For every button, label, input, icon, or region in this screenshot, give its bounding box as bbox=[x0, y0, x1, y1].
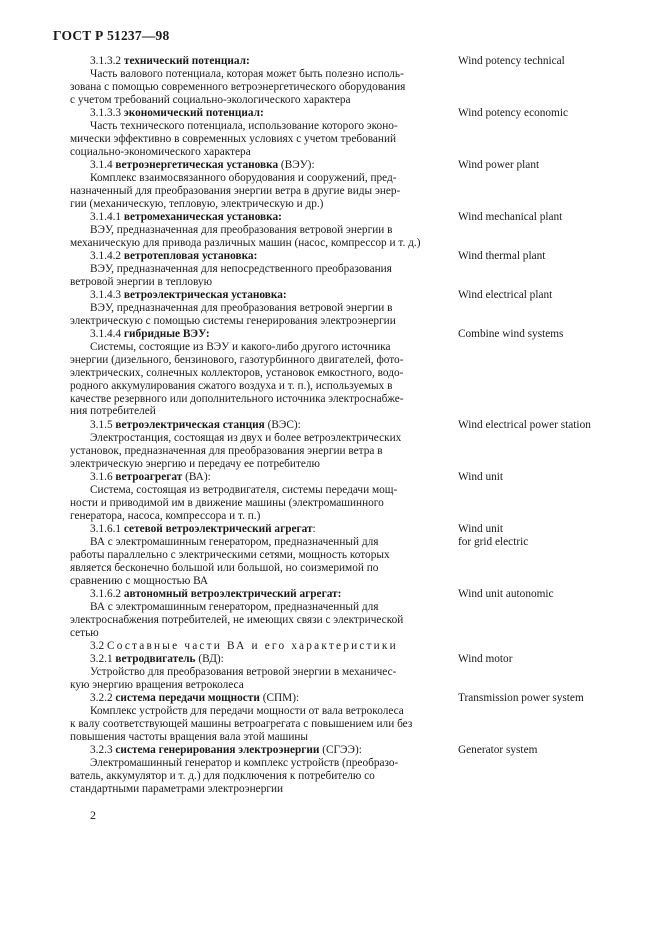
section-heading bbox=[90, 640, 435, 653]
term-number: 3.1.3.3 bbox=[90, 107, 122, 119]
term-heading bbox=[90, 289, 435, 302]
definition-line: является бесконечно большой или большой, но соизмеримой по bbox=[70, 561, 379, 574]
english-term: Wind power plant bbox=[458, 159, 540, 171]
english-equivalent bbox=[458, 55, 658, 68]
section-title: Составные части ВА и его характеристики bbox=[106, 640, 398, 652]
term-heading bbox=[90, 107, 435, 120]
english-term: Wind unit autonomic bbox=[458, 588, 554, 600]
definition-line: ВЭУ, предназначенная для преобразования ветровой энергии в bbox=[90, 223, 393, 236]
term-name: сетевой ветроэлектрический агрегат bbox=[123, 523, 313, 535]
definition-line: стандартными параметрами электроэнергии bbox=[70, 782, 284, 795]
term-number: 3.1.4.1 bbox=[90, 211, 122, 223]
english-term: Combine wind systems bbox=[458, 328, 564, 340]
definition-line: Устройство для преобразования ветровой энергии в механичес- bbox=[90, 665, 397, 678]
definition-line: гии (механическую, тепловую, электрическую и др.) bbox=[70, 197, 324, 210]
term-name: ветродвигатель bbox=[115, 653, 196, 665]
english-equivalent bbox=[458, 653, 658, 666]
term-number: 3.1.6.1 bbox=[90, 523, 122, 535]
definition-line: генератора, насоса, компрессора и т. п.) bbox=[70, 509, 261, 522]
term-entry-e7 bbox=[70, 328, 435, 418]
term-entry-e6 bbox=[70, 289, 435, 328]
definition-line: Система, состоящая из ветродвигателя, системы передачи мощ- bbox=[90, 483, 398, 496]
term-number: 3.2.3 bbox=[90, 744, 113, 756]
term-heading bbox=[90, 653, 435, 666]
term-entry-e4 bbox=[70, 211, 435, 250]
term-heading bbox=[90, 55, 435, 68]
term-name: ветроэлектрическая установка: bbox=[123, 289, 287, 301]
english-term: Wind potency technical bbox=[458, 55, 565, 67]
term-entry-e3 bbox=[70, 159, 435, 211]
definition-line: энергии (дизельного, бензинового, газотурбинного двигателей, фото- bbox=[70, 353, 404, 366]
definition-line: ватель, аккумулятор и т. д.) для подключения к потребителю со bbox=[70, 769, 375, 782]
term-entry-e15 bbox=[70, 744, 435, 796]
definition-line: электроснабжения потребителей, не имеющих связи с электрической bbox=[70, 613, 404, 626]
definition-line: ВЭУ, предназначенная для преобразования ветровой энергии в bbox=[90, 301, 393, 314]
english-term: Wind electrical power station bbox=[458, 419, 591, 431]
term-entry-e14 bbox=[70, 692, 435, 744]
term-name: ветроэнергетическая установка bbox=[115, 159, 279, 171]
term-entry-e13 bbox=[70, 653, 435, 692]
term-number: 3.1.4 bbox=[90, 159, 113, 171]
definition-line: Электромашинный генератор и комплекс устройств (преобразо- bbox=[90, 756, 399, 769]
definition-line: ния потребителей bbox=[70, 405, 156, 418]
definition-line: сравнению с мощностью ВА bbox=[70, 574, 209, 587]
definition-line: назначенный для преобразования энергии ветра в другие виды энер- bbox=[70, 184, 401, 197]
term-heading bbox=[90, 471, 435, 484]
term-suffix: (ВЭС): bbox=[264, 419, 301, 431]
section-number: 3.2 bbox=[90, 640, 105, 652]
english-equivalent bbox=[458, 159, 658, 172]
term-entry-e1 bbox=[70, 55, 435, 107]
term-heading bbox=[90, 419, 435, 432]
english-equivalent bbox=[458, 419, 658, 432]
definition-line: ВЭУ, предназначенная для непосредственного преобразования bbox=[90, 262, 392, 275]
english-term: Wind electrical plant bbox=[458, 289, 553, 301]
term-number: 3.1.3.2 bbox=[90, 55, 122, 67]
term-number: 3.2.1 bbox=[90, 653, 113, 665]
term-name: гибридные ВЭУ: bbox=[123, 328, 210, 340]
definition-line: ности и приводимой им в движение машины (электромашинного bbox=[70, 496, 384, 509]
english-term: Transmission power system bbox=[458, 692, 584, 704]
definition-line: к валу соответствующей машины ветроагрегата с повышением или без bbox=[70, 717, 413, 730]
definition-line: Часть валового потенциала, которая может быть полезно исполь- bbox=[90, 67, 404, 80]
english-term: Wind mechanical plant bbox=[458, 211, 563, 223]
definition-line: Часть технического потенциала, использование которого эконо- bbox=[90, 119, 398, 132]
definition-line: повышения частоты вращения вала этой машины bbox=[70, 730, 309, 743]
definition-line: Системы, состоящие из ВЭУ и какого-либо другого источника bbox=[90, 340, 391, 353]
definition-line: зована с помощью современного ветроэнергетического оборудования bbox=[70, 80, 406, 93]
term-number: 3.1.6 bbox=[90, 471, 113, 483]
term-heading bbox=[90, 523, 435, 536]
definition-line: установок, предназначенная для преобразования энергии ветра в bbox=[70, 444, 383, 457]
term-entry-e5 bbox=[70, 250, 435, 289]
definition-line: кую энергию вращения ветроколеса bbox=[70, 678, 244, 691]
definition-line: социально-экономического характера bbox=[70, 145, 251, 158]
english-equivalent bbox=[458, 523, 658, 549]
term-heading bbox=[90, 744, 435, 757]
definition-line: Комплекс устройств для передачи мощности от вала ветроколеса bbox=[90, 704, 404, 717]
english-term: Wind potency economic bbox=[458, 107, 568, 119]
term-suffix: : bbox=[312, 523, 316, 535]
term-entry-e2 bbox=[70, 107, 435, 159]
term-heading bbox=[90, 211, 435, 224]
term-number: 3.1.4.3 bbox=[90, 289, 122, 301]
term-heading bbox=[90, 250, 435, 263]
english-equivalent bbox=[458, 471, 658, 484]
page-number: 2 bbox=[90, 808, 96, 822]
term-name: технический потенциал: bbox=[123, 55, 250, 67]
english-term: Wind thermal plant bbox=[458, 250, 546, 262]
english-equivalent bbox=[458, 692, 658, 705]
term-suffix: (ВД): bbox=[195, 653, 224, 665]
term-name: экономический потенциал: bbox=[123, 107, 264, 119]
english-equivalent bbox=[458, 328, 658, 341]
definition-line: родного аккумулирования сжатого воздуха и т. п.), используемых в bbox=[70, 379, 393, 392]
term-heading bbox=[90, 328, 435, 341]
english-equivalent bbox=[458, 588, 658, 601]
definition-line: механическую для привода различных машин (насос, компрессор и т. д.) bbox=[70, 236, 421, 249]
english-term: Wind unit bbox=[458, 471, 504, 483]
term-heading bbox=[90, 588, 435, 601]
term-number: 3.1.5 bbox=[90, 419, 113, 431]
english-equivalent bbox=[458, 289, 658, 302]
term-suffix: (ВЭУ): bbox=[278, 159, 315, 171]
term-entry-e9 bbox=[70, 471, 435, 523]
definition-line: мически эффективно в современных условиях с учетом требований bbox=[70, 132, 397, 145]
english-term-line2: for grid electric bbox=[458, 535, 529, 548]
term-name: система передачи мощности bbox=[115, 692, 260, 704]
english-equivalent bbox=[458, 744, 658, 757]
english-equivalent bbox=[458, 107, 658, 120]
term-heading bbox=[90, 159, 435, 172]
term-number: 3.2.2 bbox=[90, 692, 113, 704]
english-term: Generator system bbox=[458, 744, 538, 756]
definition-line: ВА с электромашинным генератором, предназначенный для bbox=[90, 600, 379, 613]
term-heading bbox=[90, 692, 435, 705]
term-number: 3.1.4.2 bbox=[90, 250, 122, 262]
term-name: автономный ветроэлектрический агрегат: bbox=[123, 588, 342, 600]
english-term: Wind unit bbox=[458, 523, 504, 535]
term-name: ветротепловая установка: bbox=[123, 250, 258, 262]
term-entry-e8 bbox=[70, 419, 435, 471]
term-name: система генерирования электроэнергии bbox=[115, 744, 320, 756]
document-header: ГОСТ Р 51237—98 bbox=[53, 28, 170, 43]
definition-line: электрических, солнечных коллекторов, установок емкостного, водо- bbox=[70, 366, 404, 379]
definition-line: Комплекс взаимосвязанного оборудования и сооружений, пред- bbox=[90, 171, 397, 184]
term-suffix: (СГЭЭ): bbox=[319, 744, 362, 756]
english-equivalent bbox=[458, 250, 658, 263]
term-number: 3.1.6.2 bbox=[90, 588, 122, 600]
term-entry-e11 bbox=[70, 588, 435, 640]
definition-line: Электростанция, состоящая из двух и более ветроэлектрических bbox=[90, 431, 402, 444]
term-name: ветроэлектрическая станция bbox=[115, 419, 265, 431]
definition-line: ВА с электромашинным генератором, предназначенный для bbox=[90, 535, 379, 548]
definition-line: сетью bbox=[70, 626, 99, 639]
english-term: Wind motor bbox=[458, 653, 513, 665]
definition-line: электрическую с помощью системы генерирования электроэнергии bbox=[70, 314, 396, 327]
term-suffix: (СПМ): bbox=[259, 692, 300, 704]
definition-line: ветровой энергии в тепловую bbox=[70, 275, 213, 288]
term-number: 3.1.4.4 bbox=[90, 328, 122, 340]
definition-line: электрическую энергию и передачу ее потребителю bbox=[70, 457, 320, 470]
english-equivalent bbox=[458, 211, 658, 224]
definition-line: с учетом требований социально-экологического характера bbox=[70, 93, 351, 106]
definition-line: работы параллельно с электрическими сетями, мощность которых bbox=[70, 548, 390, 561]
term-name: ветроагрегат bbox=[115, 471, 183, 483]
term-name: ветромеханическая установка: bbox=[123, 211, 282, 223]
term-suffix: (ВА): bbox=[182, 471, 211, 483]
term-entry-e10 bbox=[70, 523, 435, 588]
definition-line: качестве резервного или дополнительного источника электроснабже- bbox=[70, 392, 404, 405]
